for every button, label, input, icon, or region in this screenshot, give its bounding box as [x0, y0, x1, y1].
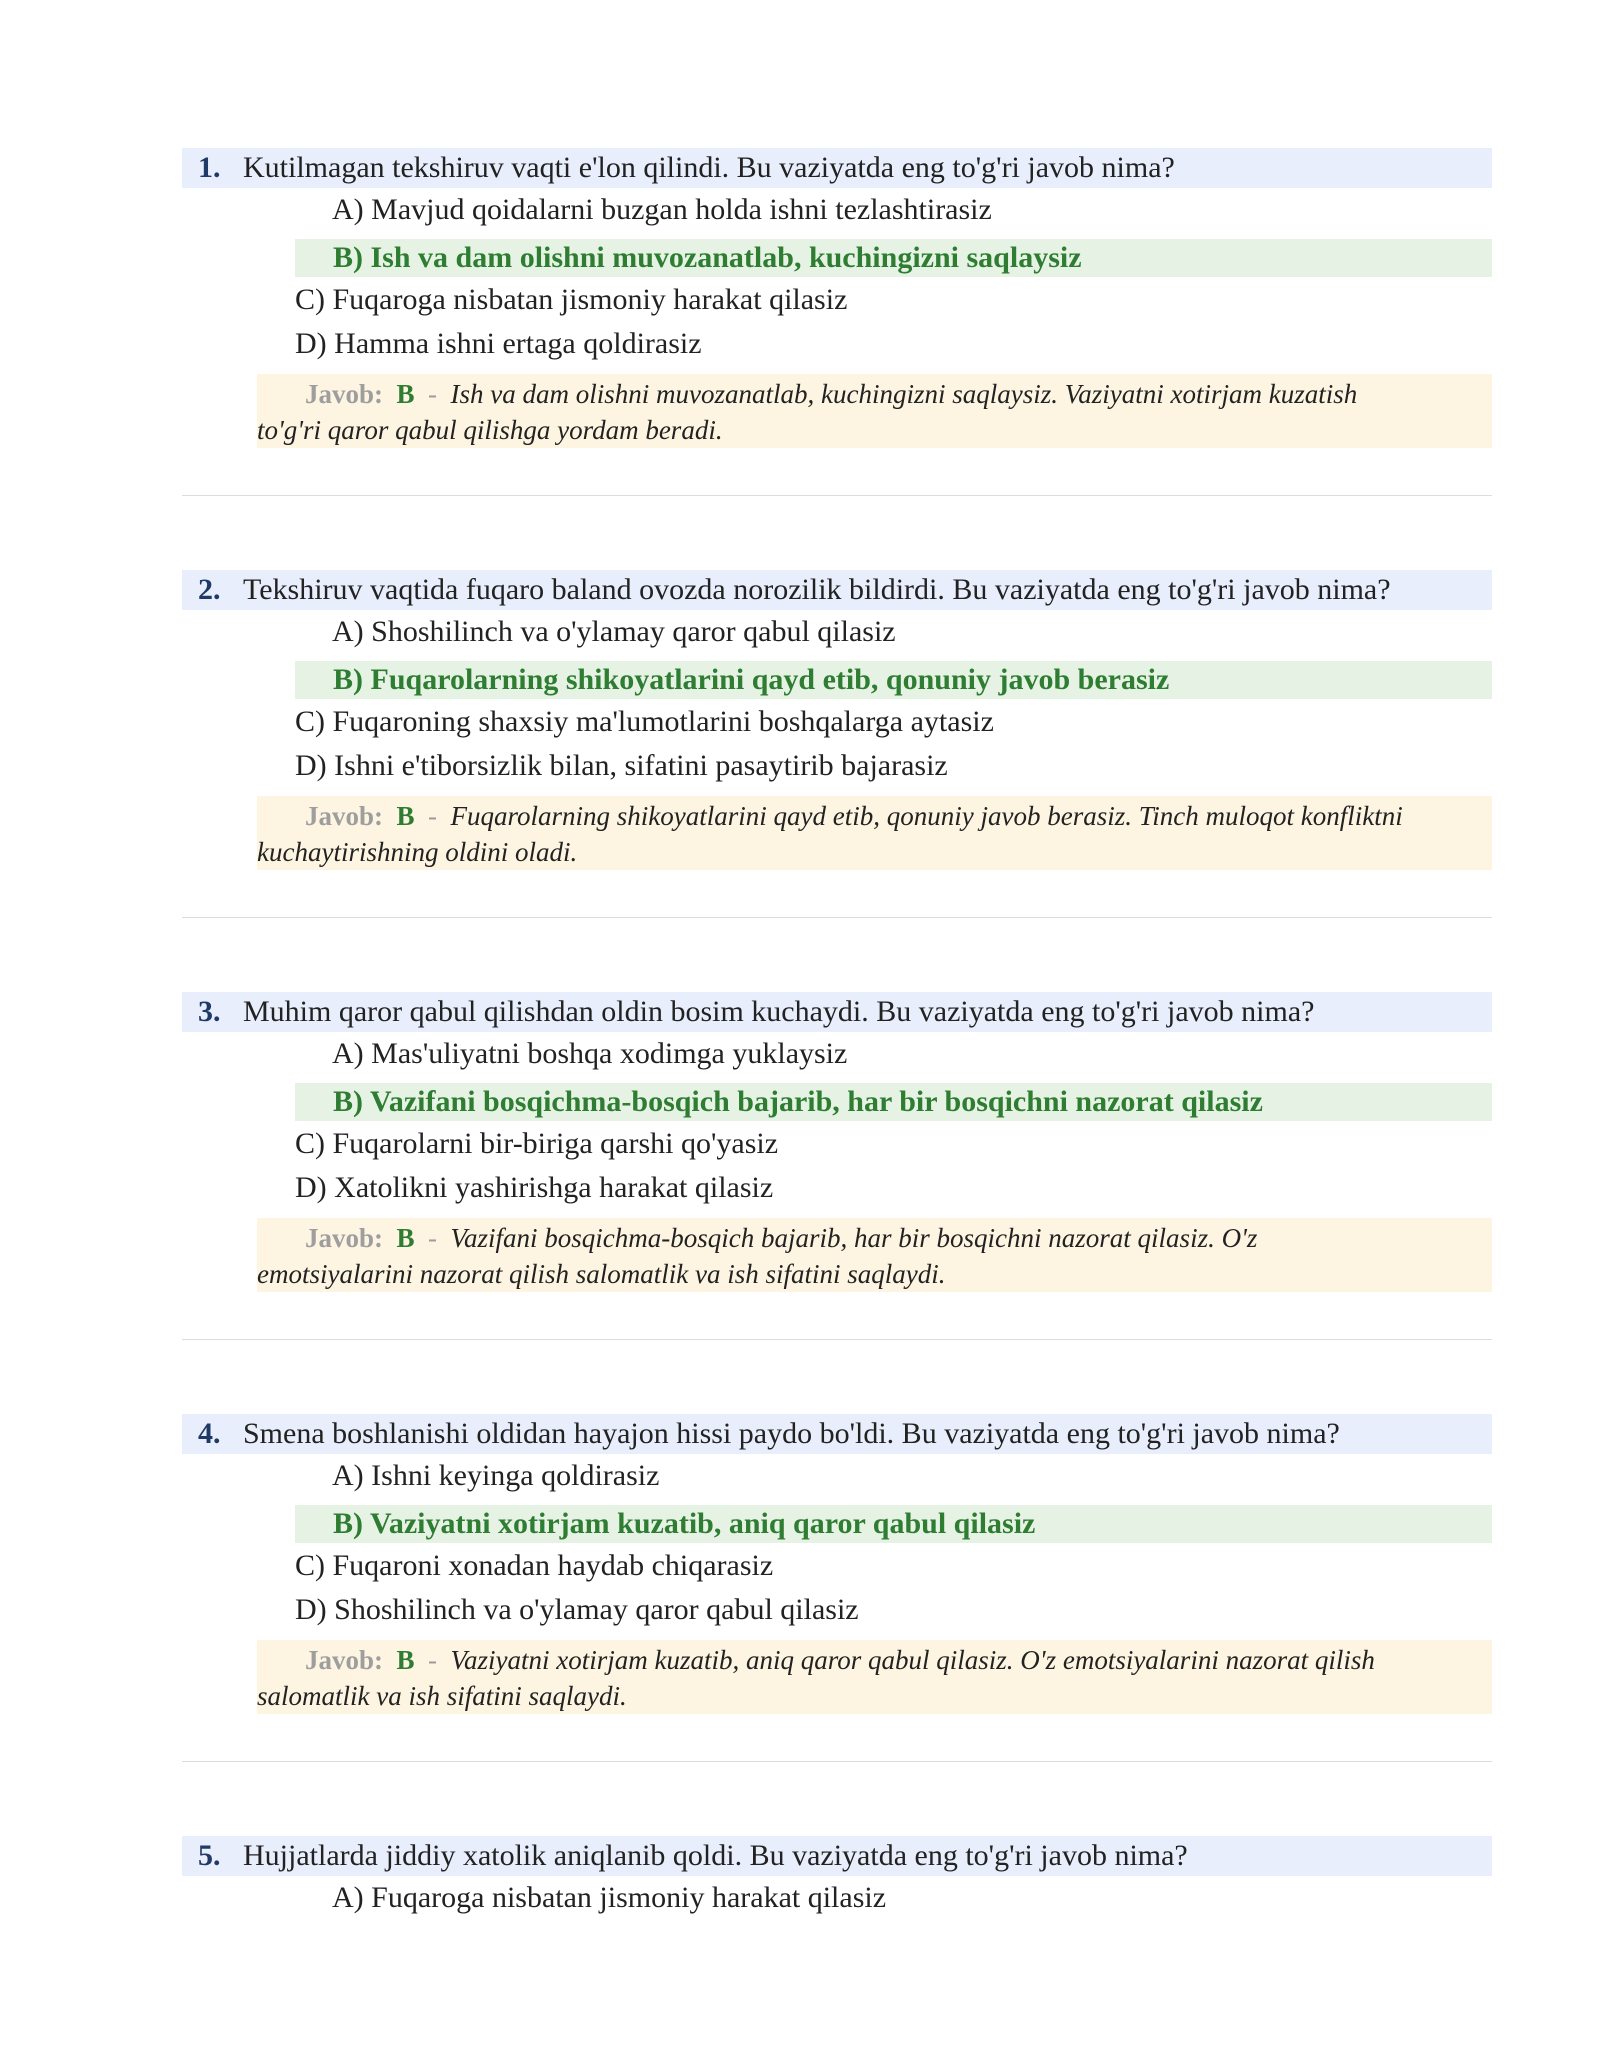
answer-letter: B	[396, 1223, 415, 1253]
answer-label: Javob:	[305, 379, 384, 409]
question-text: Tekshiruv vaqtida fuqaro baland ovozda norozilik bildirdi. Bu vaziyatda eng to'g'ri javob nima?	[243, 573, 1391, 606]
option-c: C) Fuqarolarni bir-biriga qarshi qo'yasiz	[295, 1127, 779, 1160]
question-number: 1.	[198, 151, 221, 184]
option-c: C) Fuqaroni xonadan haydab chiqarasiz	[295, 1549, 774, 1582]
question-number: 2.	[198, 573, 221, 606]
option-c: C) Fuqaroga nisbatan jismoniy harakat qilasiz	[295, 283, 848, 316]
answer-explanation: Fuqarolarning shikoyatlarini qayd etib, qonuniy javob berasiz. Tinch muloqot konfliktni	[450, 801, 1403, 831]
answer-dash: -	[428, 801, 438, 831]
question-text: Hujjatlarda jiddiy xatolik aniqlanib qoldi. Bu vaziyatda eng to'g'ri javob nima?	[243, 1839, 1188, 1872]
option-a: A) Fuqaroga nisbatan jismoniy harakat qilasiz	[332, 1881, 887, 1914]
question-number: 5.	[198, 1839, 221, 1872]
answer-explanation: Vaziyatni xotirjam kuzatib, aniq qaror qabul qilasiz. O'z emotsiyalarini nazorat qilish	[450, 1645, 1375, 1675]
option-d: D) Xatolikni yashirishga harakat qilasiz	[295, 1171, 774, 1204]
answer-box	[257, 374, 1492, 448]
question-number: 4.	[198, 1417, 221, 1450]
answer-box	[257, 1640, 1492, 1714]
answer-explanation-cont: emotsiyalarini nazorat qilish salomatlik va ish sifatini saqlaydi.	[257, 1259, 946, 1289]
answer-label: Javob:	[305, 1645, 384, 1675]
answer-explanation-cont: to'g'ri qaror qabul qilishga yordam beradi.	[257, 415, 723, 445]
question-text: Muhim qaror qabul qilishdan oldin bosim kuchaydi. Bu vaziyatda eng to'g'ri javob nima?	[243, 995, 1315, 1028]
option-b-correct	[295, 1505, 1492, 1543]
question-number: 3.	[198, 995, 221, 1028]
option-b-correct	[295, 239, 1492, 277]
question-header	[182, 1836, 1492, 1876]
question-text: Smena boshlanishi oldidan hayajon hissi paydo bo'ldi. Bu vaziyatda eng to'g'ri javob nima?	[243, 1417, 1340, 1450]
option-b-correct	[295, 661, 1492, 699]
question-divider	[182, 917, 1492, 918]
question-header	[182, 1414, 1492, 1454]
answer-explanation-cont: kuchaytirishning oldini oladi.	[257, 837, 578, 867]
question-divider	[182, 495, 1492, 496]
question-divider	[182, 1339, 1492, 1340]
question-header	[182, 992, 1492, 1032]
option-d: D) Shoshilinch va o'ylamay qaror qabul qilasiz	[295, 1593, 859, 1626]
answer-letter: B	[396, 801, 415, 831]
answer-box	[257, 796, 1492, 870]
answer-explanation-cont: salomatlik va ish sifatini saqlaydi.	[257, 1681, 627, 1711]
option-a: A) Ishni keyinga qoldirasiz	[332, 1459, 660, 1492]
answer-box	[257, 1218, 1492, 1292]
option-a: A) Mas'uliyatni boshqa xodimga yuklaysiz	[332, 1037, 848, 1070]
option-b-correct	[295, 1083, 1492, 1121]
answer-dash: -	[428, 1645, 438, 1675]
question-divider	[182, 1761, 1492, 1762]
question-text: Kutilmagan tekshiruv vaqti e'lon qilindi. Bu vaziyatda eng to'g'ri javob nima?	[243, 151, 1175, 184]
option-b-label: B) Ish va dam olishni muvozanatlab, kuchingizni saqlaysiz	[333, 241, 1082, 274]
option-d: D) Ishni e'tiborsizlik bilan, sifatini pasaytirib bajarasiz	[295, 749, 948, 782]
question-header	[182, 570, 1492, 610]
option-c: C) Fuqaroning shaxsiy ma'lumotlarini boshqalarga aytasiz	[295, 705, 994, 738]
option-d: D) Hamma ishni ertaga qoldirasiz	[295, 327, 702, 360]
answer-letter: B	[396, 1645, 415, 1675]
answer-label: Javob:	[305, 801, 384, 831]
option-a: A) Shoshilinch va o'ylamay qaror qabul qilasiz	[332, 615, 896, 648]
answer-label: Javob:	[305, 1223, 384, 1253]
answer-letter: B	[396, 379, 415, 409]
answer-explanation: Ish va dam olishni muvozanatlab, kuchingizni saqlaysiz. Vaziyatni xotirjam kuzatish	[450, 379, 1358, 409]
option-b-label: B) Fuqarolarning shikoyatlarini qayd etib, qonuniy javob berasiz	[333, 663, 1170, 696]
option-a: A) Mavjud qoidalarni buzgan holda ishni tezlashtirasiz	[332, 193, 992, 226]
answer-dash: -	[428, 379, 438, 409]
question-header	[182, 148, 1492, 188]
answer-explanation: Vazifani bosqichma-bosqich bajarib, har bir bosqichni nazorat qilasiz. O'z	[450, 1223, 1258, 1253]
option-b-label: B) Vaziyatni xotirjam kuzatib, aniq qaror qabul qilasiz	[333, 1507, 1036, 1540]
option-b-label: B) Vazifani bosqichma-bosqich bajarib, har bir bosqichni nazorat qilasiz	[333, 1085, 1263, 1118]
answer-dash: -	[428, 1223, 438, 1253]
